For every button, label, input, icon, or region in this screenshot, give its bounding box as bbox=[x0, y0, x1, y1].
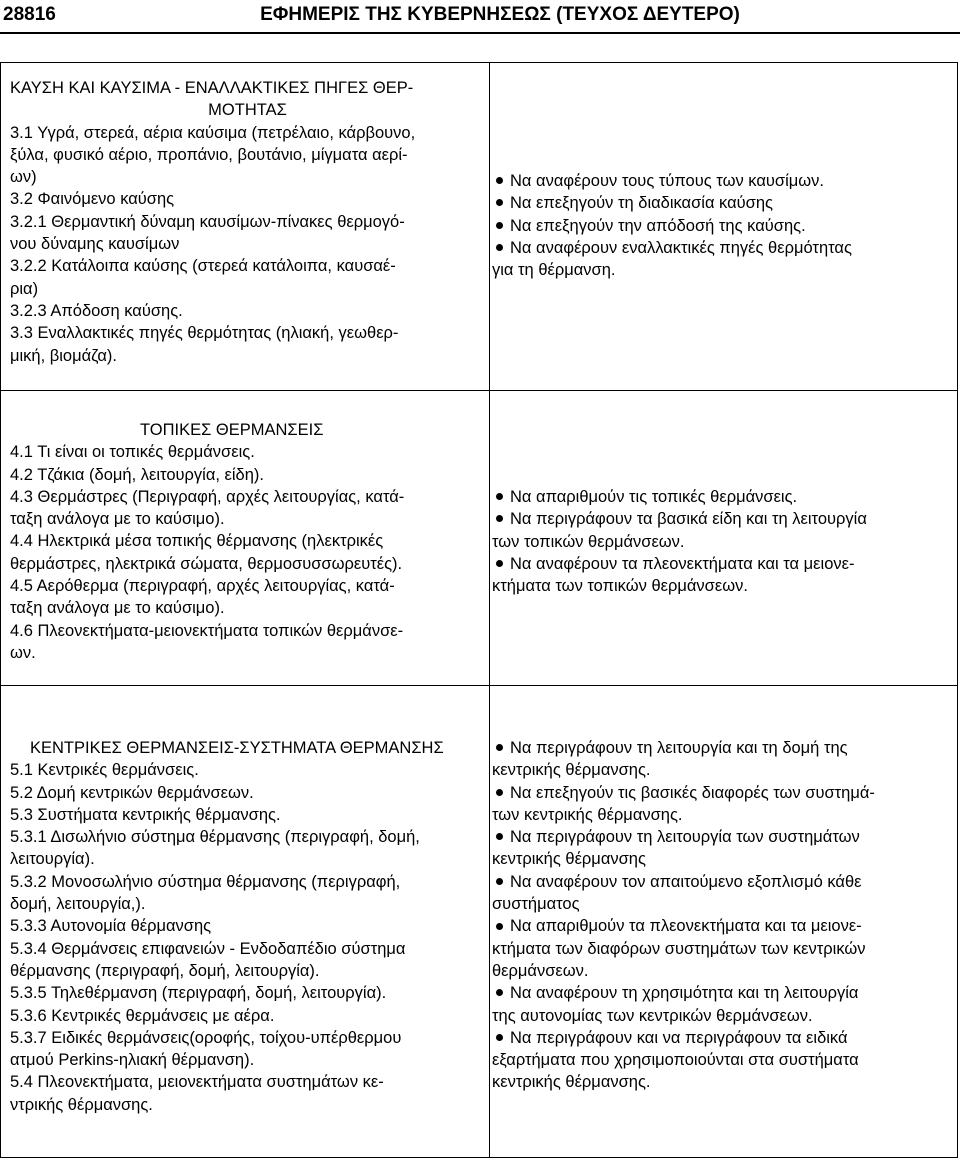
content-line: 5.1 Κεντρικές θερμάνσεις. bbox=[10, 761, 199, 780]
objective-text: Να περιγράφουν τα βασικά είδη και τη λειτουργία bbox=[510, 510, 867, 529]
objective-text: Να αναφέρουν τα πλεονεκτήματα και τα μειονε- bbox=[510, 554, 855, 573]
objective-continuation: κτήματα των τοπικών θερμάνσεων. bbox=[492, 577, 748, 596]
table-row bbox=[1, 686, 957, 1158]
column-divider bbox=[489, 391, 490, 685]
content-line: λειτουργία). bbox=[10, 850, 95, 869]
content-line: 5.4 Πλεονεκτήματα, μειονεκτήματα συστημάτων κε- bbox=[10, 1073, 384, 1092]
content-line: 5.3.2 Μονοσωλήνιο σύστημα θέρμανσης (περιγραφή, bbox=[10, 872, 401, 891]
objective-item bbox=[492, 192, 952, 214]
objective-continuation: των κεντρικής θέρμανσης. bbox=[492, 805, 683, 824]
objective-text: Να επεξηγούν τη διαδικασία καύσης bbox=[510, 194, 773, 213]
content-cell bbox=[10, 77, 485, 367]
bullet-icon bbox=[496, 989, 503, 996]
bullet-icon bbox=[496, 878, 503, 885]
objective-continuation: των τοπικών θερμάνσεων. bbox=[492, 532, 685, 551]
journal-title: ΕΦΗΜΕΡΙΣ ΤΗΣ ΚΥΒΕΡΝΗΣΕΩΣ (ΤΕΥΧΟΣ ΔΕΥΤΕΡΟ) bbox=[260, 4, 740, 25]
content-line: 5.3.4 Θερμάνσεις επιφανειών - Ενδοδαπέδιο σύστημα bbox=[10, 939, 406, 958]
objective-text: Να αναφέρουν εναλλακτικές πηγές θερμότητας bbox=[510, 238, 852, 257]
objective-continuation: θερμάνσεων. bbox=[492, 961, 589, 980]
section-title: ΤΟΠΙΚΕΣ ΘΕΡΜΑΝΣΕΙΣ bbox=[140, 421, 324, 439]
content-line: 5.2 Δομή κεντρικών θερμάνσεων. bbox=[10, 783, 254, 802]
bullet-icon bbox=[496, 493, 503, 500]
objective-continuation: κεντρικής θέρμανσης. bbox=[492, 1073, 651, 1092]
section-title-continuation: ΜΟΤΗΤΑΣ bbox=[208, 101, 287, 120]
content-line: 5.3.7 Ειδικές θερμάνσεις(οροφής, τοίχου-υπέρθερμου bbox=[10, 1028, 402, 1047]
content-line: ων) bbox=[10, 168, 37, 187]
section-title: ΚΕΝΤΡΙΚΕΣ ΘΕΡΜΑΝΣΕΙΣ-ΣΥΣΤΗΜΑΤΑ ΘΕΡΜΑΝΣΗΣ bbox=[30, 739, 444, 757]
content-line: 4.1 Τι είναι οι τοπικές θερμάνσεις. bbox=[10, 443, 255, 462]
content-line: μική, βιομάζα). bbox=[10, 346, 117, 365]
header-divider bbox=[0, 32, 960, 34]
content-line: θερμάστρες, ηλεκτρικά σώματα, θερμοσυσσωρευτές). bbox=[10, 554, 403, 573]
content-line: 3.2.2 Κατάλοιπα καύσης (στερεά κατάλοιπα, καυσαέ- bbox=[10, 257, 396, 276]
objective-text: Να απαριθμούν τις τοπικές θερμάνσεις. bbox=[510, 488, 798, 506]
bullet-icon bbox=[496, 833, 503, 840]
objective-item bbox=[492, 508, 952, 530]
objective-continuation: συστήματος bbox=[492, 895, 580, 914]
objective-continuation: εξαρτήματα που χρησιμοποιούνται στα συστήματα bbox=[492, 1051, 859, 1070]
content-line: νου δύναμης καυσίμων bbox=[10, 235, 180, 254]
content-line: 5.3.5 Τηλεθέρμανση (περιγραφή, δομή, λειτουργία). bbox=[10, 984, 387, 1003]
objectives-cell bbox=[492, 486, 952, 597]
bullet-icon bbox=[496, 177, 503, 184]
bullet-icon bbox=[496, 923, 503, 930]
content-line: 4.6 Πλεονεκτήματα-μειονεκτήματα τοπικών θερμάνσε- bbox=[10, 621, 404, 640]
objective-item bbox=[492, 170, 952, 192]
objective-text: Να περιγράφουν τη λειτουργία και τη δομή της bbox=[510, 739, 848, 757]
bullet-icon bbox=[496, 1034, 503, 1041]
page-header bbox=[0, 0, 960, 34]
content-line: 4.2 Τζάκια (δομή, λειτουργία, είδη). bbox=[10, 465, 264, 484]
content-line: 5.3.1 Δισωλήνιο σύστημα θέρμανσης (περιγραφή, δομή, bbox=[10, 828, 420, 847]
table-row bbox=[1, 391, 957, 686]
content-line: 3.2 Φαινόμενο καύσης bbox=[10, 190, 175, 209]
content-line: ξύλα, φυσικό αέριο, προπάνιο, βουτάνιο, μίγματα αερί- bbox=[10, 145, 408, 164]
curriculum-table bbox=[0, 62, 958, 1158]
objective-continuation: της αυτονομίας των κεντρικών θερμάνσεων. bbox=[492, 1006, 813, 1025]
bullet-icon bbox=[496, 199, 503, 206]
objective-item bbox=[492, 215, 952, 237]
content-line: 4.5 Αερόθερμα (περιγραφή, αρχές λειτουργίας, κατά- bbox=[10, 577, 395, 596]
objective-item bbox=[492, 915, 952, 937]
column-divider bbox=[489, 686, 490, 1158]
bullet-icon bbox=[496, 789, 503, 796]
objective-item bbox=[492, 826, 952, 848]
content-line: θέρμανσης (περιγραφή, δομή, λειτουργία). bbox=[10, 961, 320, 980]
objective-text: Να αναφέρουν τον απαιτούμενο εξοπλισμό κάθε bbox=[510, 872, 862, 891]
objective-item bbox=[492, 237, 952, 259]
bullet-icon bbox=[496, 560, 503, 567]
content-cell bbox=[10, 737, 485, 1116]
objective-text: Να περιγράφουν τη λειτουργία των συστημάτων bbox=[510, 828, 860, 847]
objective-continuation: κεντρικής θέρμανσης. bbox=[492, 761, 651, 780]
content-line: 4.3 Θερμάστρες (Περιγραφή, αρχές λειτουργίας, κατά- bbox=[10, 487, 405, 506]
objective-item bbox=[492, 782, 952, 804]
column-divider bbox=[489, 63, 490, 390]
bullet-icon bbox=[496, 515, 503, 522]
content-line: ντρικής θέρμανσης. bbox=[10, 1095, 153, 1114]
bullet-icon bbox=[496, 244, 503, 251]
content-line: 3.3 Εναλλακτικές πηγές θερμότητας (ηλιακή, γεωθερ- bbox=[10, 324, 399, 343]
content-line: ρια) bbox=[10, 279, 39, 298]
section-title: ΚΑΥΣΗ ΚΑΙ ΚΑΥΣΙΜΑ - ΕΝΑΛΛΑΚΤΙΚΕΣ ΠΗΓΕΣ ΘΕΡ- bbox=[10, 79, 414, 97]
objective-text: Να αναφέρουν τη χρησιμότητα και τη λειτουργία bbox=[510, 984, 859, 1003]
objectives-cell bbox=[492, 737, 952, 1094]
objective-item bbox=[492, 737, 952, 759]
objective-item bbox=[492, 871, 952, 893]
content-line: 3.1 Υγρά, στερεά, αέρια καύσιμα (πετρέλαιο, κάρβουνο, bbox=[10, 123, 416, 142]
content-line: ατμού Perkins-ηλιακή θέρμανση). bbox=[10, 1051, 255, 1070]
objective-text: Να επεξηγούν τις βασικές διαφορές των συστημά- bbox=[510, 783, 875, 802]
objective-item bbox=[492, 982, 952, 1004]
content-line: ταξη ανάλογα με το καύσιμο). bbox=[10, 599, 225, 618]
table-row bbox=[1, 63, 957, 391]
bullet-icon bbox=[496, 222, 503, 229]
objective-item bbox=[492, 1027, 952, 1049]
objectives-cell bbox=[492, 170, 952, 281]
content-line: 5.3.6 Κεντρικές θερμάνσεις με αέρα. bbox=[10, 1006, 275, 1025]
objective-text: Να περιγράφουν και να περιγράφουν τα ειδικά bbox=[510, 1028, 848, 1047]
objective-item bbox=[492, 553, 952, 575]
content-line: δομή, λειτουργία,). bbox=[10, 895, 146, 914]
content-line: 3.2.1 Θερμαντική δύναμη καυσίμων-πίνακες θερμογό- bbox=[10, 212, 405, 231]
content-line: 5.3 Συστήματα κεντρικής θέρμανσης. bbox=[10, 805, 281, 824]
bullet-icon bbox=[496, 744, 503, 751]
content-line: 4.4 Ηλεκτρικά μέσα τοπικής θέρμανσης (ηλεκτρικές bbox=[10, 532, 384, 551]
content-line: ταξη ανάλογα με το καύσιμο). bbox=[10, 510, 225, 529]
objective-text: Να αναφέρουν τους τύπους των καυσίμων. bbox=[510, 172, 824, 190]
page-number: 28816 bbox=[3, 4, 56, 25]
objective-continuation: για τη θέρμανση. bbox=[492, 261, 616, 280]
objective-continuation: κτήματα των διαφόρων συστημάτων των κεντρικών bbox=[492, 939, 866, 958]
content-cell bbox=[10, 419, 485, 664]
objective-text: Να απαριθμούν τα πλεονεκτήματα και τα μειονε- bbox=[510, 917, 862, 936]
content-line: 3.2.3 Απόδοση καύσης. bbox=[10, 301, 183, 320]
objective-item bbox=[492, 486, 952, 508]
content-line: 5.3.3 Αυτονομία θέρμανσης bbox=[10, 917, 212, 936]
objective-continuation: κεντρικής θέρμανσης bbox=[492, 850, 646, 869]
objective-text: Να επεξηγούν την απόδοσή της καύσης. bbox=[510, 216, 806, 235]
content-line: ων. bbox=[10, 643, 36, 662]
